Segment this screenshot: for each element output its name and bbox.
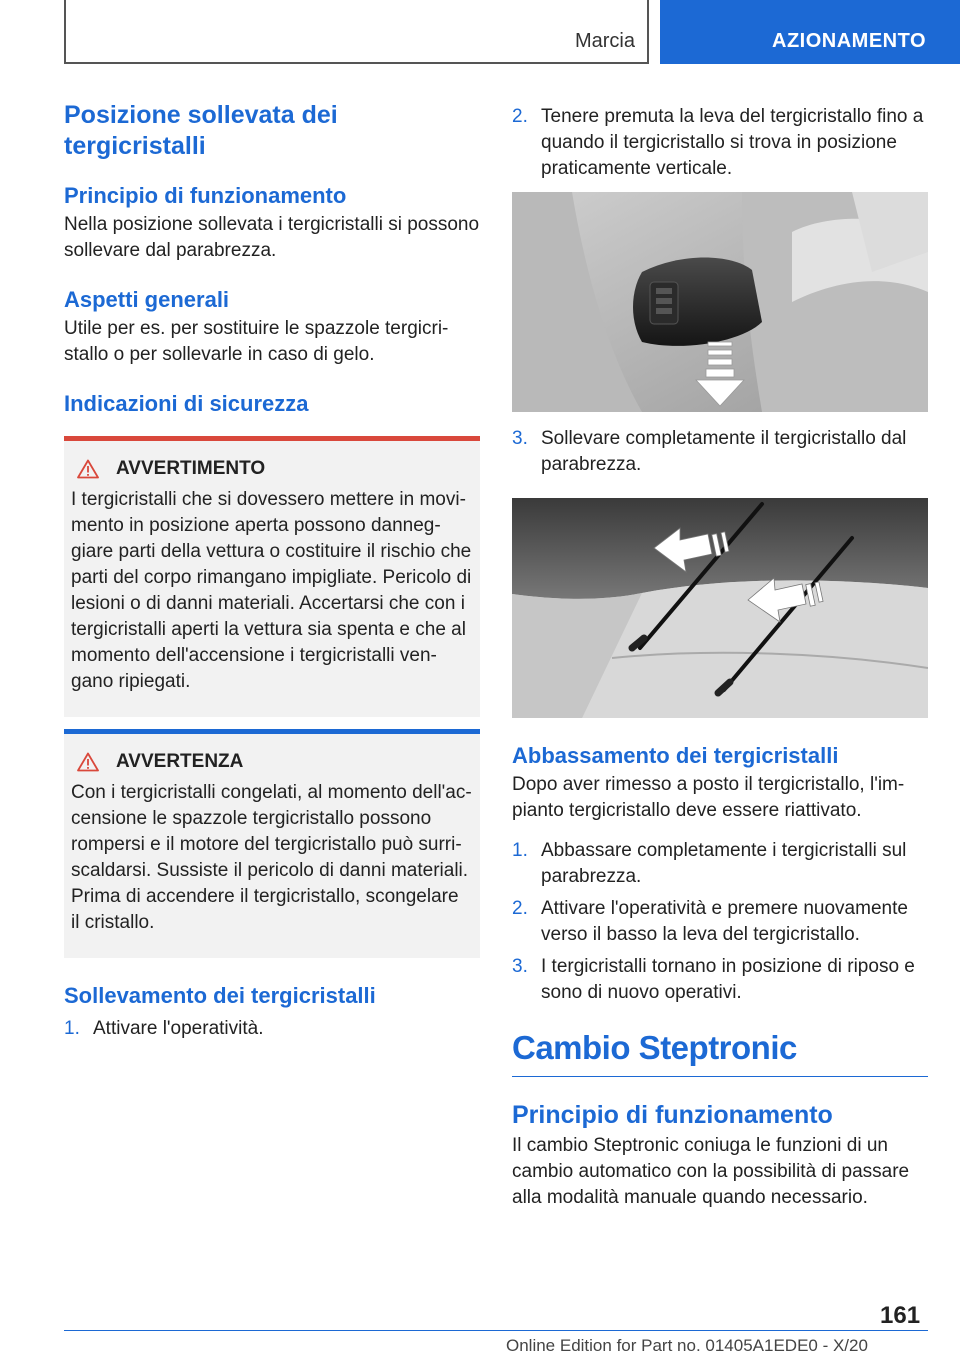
chapter-tab[interactable]: AZIONAMENTO	[660, 0, 960, 64]
heading-aspetti: Aspetti generali	[64, 287, 230, 312]
warning-triangle-icon	[77, 459, 99, 479]
heading-principio-steptronic: Principio di funzionamento	[512, 1101, 833, 1129]
wiper-lever-photo	[512, 192, 928, 412]
heading-sicurezza: Indicazioni di sicurezza	[64, 391, 309, 416]
list-item	[512, 954, 928, 1006]
right-column	[512, 104, 928, 1211]
paragraph-steptronic: Il cambio Steptronic coniuga le funzioni di un cambio automatico con la possibilità di passare alla modalità manuale quando necessario.	[512, 1135, 910, 1208]
warning-title: AVVERTIMENTO	[116, 458, 266, 479]
heading-sollevamento: Sollevamento dei tergicristalli	[64, 983, 376, 1008]
list-item	[64, 1016, 480, 1042]
list-text: Abbassare completamente i tergicristalli sul parabrezza.	[541, 840, 907, 887]
wiper-lever-illustration	[512, 192, 928, 412]
list-item-step2	[512, 104, 928, 182]
list-number: 3.	[512, 956, 528, 977]
list-number: 3.	[512, 428, 528, 449]
wiper-raise-illustration	[512, 498, 928, 718]
list-text: Tenere premuta la leva del tergicristallo fino a quando il tergicristallo si trova in posizione praticamente verticale.	[541, 106, 924, 179]
notice-title-row	[77, 748, 472, 776]
section-title: Marcia	[574, 30, 635, 52]
list-number: 2.	[512, 106, 528, 127]
list-number: 1.	[64, 1018, 80, 1039]
list-text: Attivare l'operatività e premere nuovamente verso il basso la leva del tergicristallo.	[541, 898, 908, 945]
paragraph-abbassamento: Dopo aver rimesso a posto il tergicristallo, l'im‐pianto tergicristallo deve essere riattivato.	[512, 774, 905, 821]
warning-text: I tergicristalli che si dovessero mettere in movi‐mento in posizione aperta possono danneg‐giare parti della vettura o costituire il rischio che parti del corpo rimangano impigliate. Pericolo di lesioni o di danni materiali. Accertarsi che con i tergicristalli aperti la vettura sia spenta e che al momento dell'accensione i tergicristalli ven‐gano ripiegati.	[71, 489, 472, 692]
list-number: 2.	[512, 898, 528, 919]
steps-list-left	[64, 1016, 480, 1042]
footer-divider	[64, 1330, 928, 1331]
notice-title: AVVERTENZA	[116, 751, 244, 772]
wiper-raise-photo	[512, 498, 928, 718]
caution-triangle-icon	[77, 752, 99, 772]
notice-box	[64, 729, 480, 958]
paragraph-aspetti: Utile per es. per sostituire le spazzole tergicri‐stallo o per sollevarle in caso di gelo.	[64, 318, 449, 365]
chapter-title: Cambio Steptronic	[512, 1028, 928, 1077]
list-item-step3	[512, 426, 928, 478]
notice-text: Con i tergicristalli congelati, al momento dell'ac‐censione le spazzole tergicristallo possono rompersi e il motore del tergicristallo può surri‐scaldarsi. Sussiste il pericolo di danni materiali. Prima di accendere il tergicristallo, scongelare il cristallo.	[71, 782, 472, 933]
list-item	[512, 838, 928, 890]
edition-label: Online Edition for Part no. 01405A1EDE0 - X/20	[506, 1336, 868, 1355]
list-item	[512, 896, 928, 948]
list-text: I tergicristalli tornano in posizione di riposo e sono di nuovo operativi.	[541, 956, 915, 1003]
steps-list-right	[512, 838, 928, 1006]
page-title: Posizione sollevata dei tergicristalli	[64, 101, 338, 160]
left-column	[64, 100, 480, 1048]
list-text: Attivare l'operatività.	[93, 1018, 264, 1039]
list-text: Sollevare completamente il tergicristallo dal parabrezza.	[541, 428, 907, 475]
warning-title-row	[77, 455, 472, 483]
paragraph-principio: Nella posizione sollevata i tergicristalli si possono sollevare dal parabrezza.	[64, 214, 480, 261]
heading-abbassamento: Abbassamento dei tergicristalli	[512, 743, 839, 768]
warning-box	[64, 436, 480, 717]
list-number: 1.	[512, 840, 528, 861]
heading-principio: Principio di funzionamento	[64, 183, 347, 208]
page-number: 161	[880, 1302, 921, 1329]
